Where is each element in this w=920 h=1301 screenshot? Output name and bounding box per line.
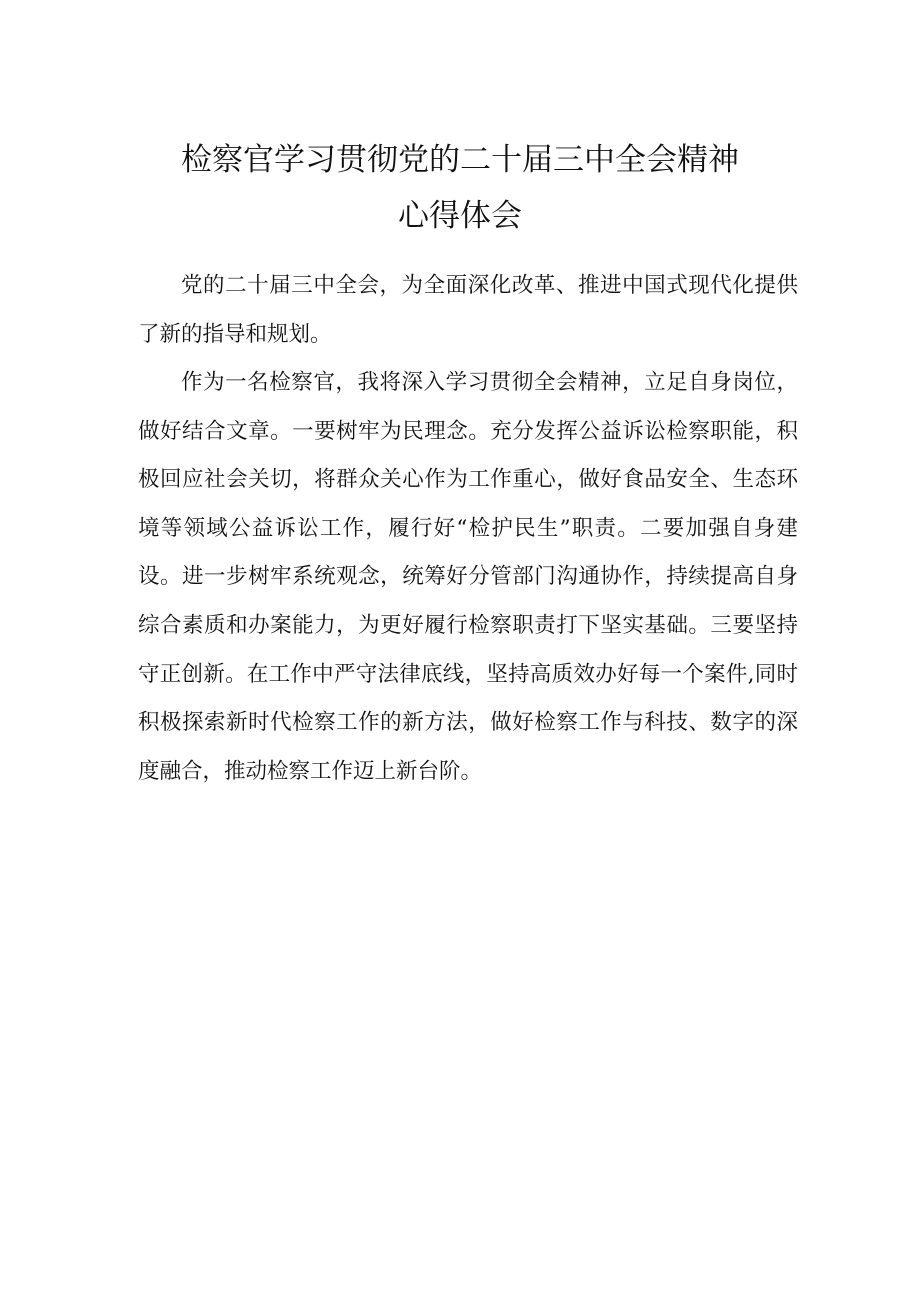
paragraph-intro: 党的二十届三中全会，为全面深化改革、推进中国式现代化提供了新的指导和规划。 bbox=[138, 273, 798, 347]
document-title: 检察官学习贯彻党的二十届三中全会精神 bbox=[181, 142, 739, 178]
paragraph-main: 作为一名检察官，我将深入学习贯彻全会精神，立足自身岗位，做好结合文章。一要树牢为民理念。充分发挥公益诉讼检察职能，积极回应社会关切，将群众关心作为工作重心，做好食品安全、生态环境等领域公益诉讼工作，履行好“检护民生”职责。二要加强自身建设。进一步树牢系统观念，统筹好分管部门沟通协作，持续提高自身综合素质和办案能力，为更好履行检察职责打下坚实基础。三要坚持守正创新。在工作中严守法律底线，坚持高质效办好每一个案件,同时积极探索新时代检察工作的新方法，做好检察工作与科技、数字的深度融合，推动检察工作迈上新台阶。 bbox=[138, 370, 798, 784]
document-subtitle: 心得体会 bbox=[398, 198, 522, 234]
